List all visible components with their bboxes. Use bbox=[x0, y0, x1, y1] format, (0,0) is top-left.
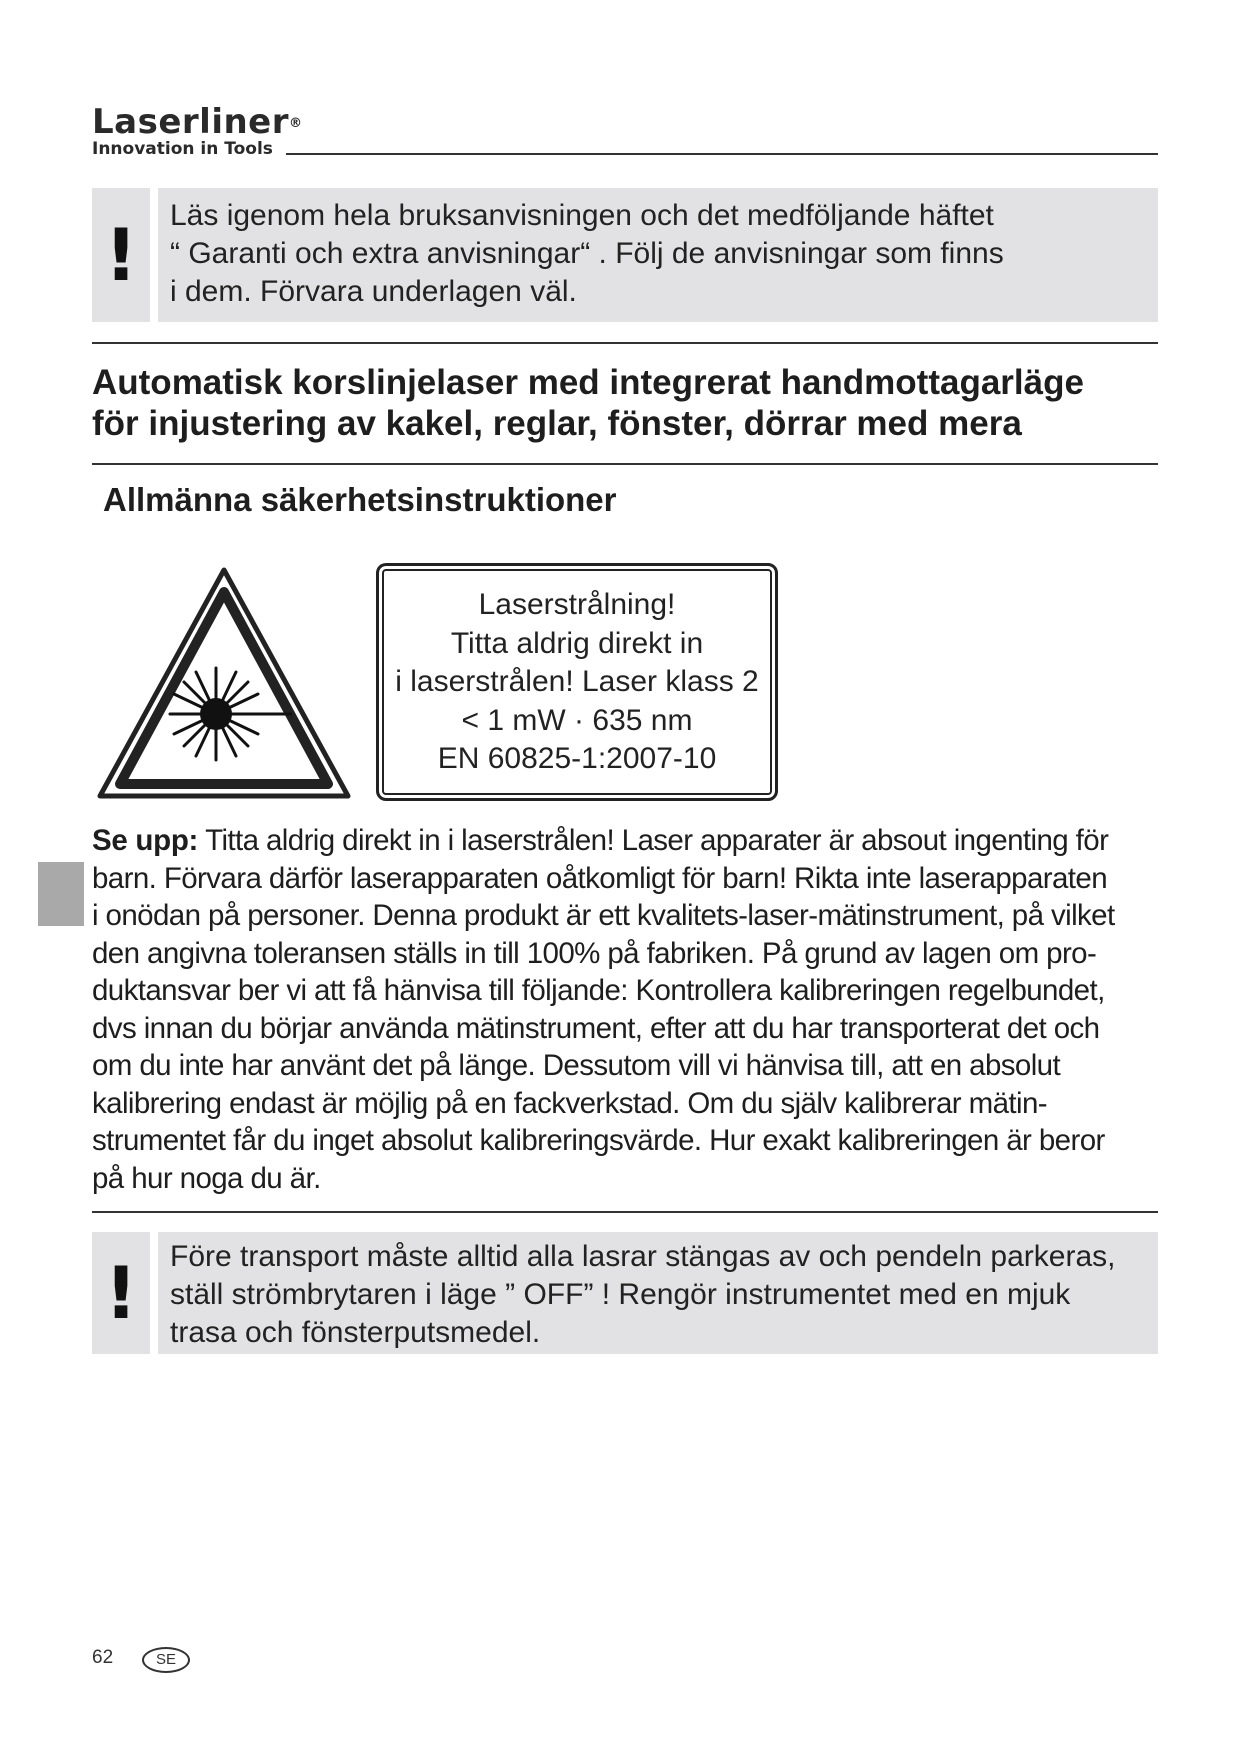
notice-transport bbox=[92, 1232, 1158, 1354]
body-line bbox=[92, 822, 1158, 860]
exclamation-icon: ! bbox=[92, 188, 150, 322]
safety-instructions-text bbox=[92, 822, 1158, 1197]
notice-line: “ Garanti och extra anvisningar“ . Följ de anvisningar som finns bbox=[170, 237, 1004, 270]
notice-line: i dem. Förvara underlagen väl. bbox=[170, 275, 577, 308]
registered-mark: ® bbox=[289, 116, 303, 131]
notice-line: Före transport måste alltid alla lasrar stängas av och pendeln parkeras, bbox=[170, 1240, 1116, 1273]
laser-hazard-triangle-icon bbox=[96, 566, 352, 802]
body-line: strumentet får du inget absolut kalibreringsvärde. Hur exakt kalibreringen är beror bbox=[92, 1124, 1105, 1157]
laser-class-label bbox=[376, 563, 778, 801]
body-line: dvs innan du börjar använda mätinstrument, efter att du har transporterat det och bbox=[92, 1011, 1100, 1045]
label-line: Laserstrålning! bbox=[478, 588, 676, 621]
label-line: < 1 mW · 635 nm bbox=[461, 703, 693, 737]
brand-tagline: Innovation in Tools bbox=[92, 139, 273, 159]
product-title-line: för injustering av kakel, reglar, fönster, dörrar med mera bbox=[92, 404, 1022, 443]
chapter-tab-marker bbox=[38, 862, 84, 926]
body-line-text: Titta aldrig direkt in i laserstrålen! Laser apparater är absout ingenting för bbox=[198, 824, 1109, 857]
notice-text bbox=[158, 1232, 1158, 1354]
body-line: om du inte har använt det på länge. Dessutom vill vi hänvisa till, att en absolut bbox=[92, 1049, 1061, 1082]
notice-read-manual bbox=[92, 188, 1158, 322]
language-badge: SE bbox=[142, 1647, 190, 1673]
section-divider bbox=[92, 463, 1158, 465]
product-title-line: Automatisk korslinjelaser med integrerat handmottagarläge bbox=[92, 363, 1084, 402]
page-number: 62 bbox=[92, 1647, 114, 1668]
notice-text bbox=[158, 188, 1158, 322]
caution-lead: Se upp: bbox=[92, 824, 199, 857]
body-line: kalibrering endast är möjlig på en fackverkstad. Om du själv kalibrerar mätin- bbox=[92, 1086, 1047, 1120]
label-line: i laserstrålen! Laser klass 2 bbox=[395, 665, 759, 698]
section-heading: Allmänna säkerhetsinstruktioner bbox=[103, 481, 617, 518]
notice-line: trasa och fönsterputsmedel. bbox=[170, 1316, 541, 1349]
notice-line: Läs igenom hela bruksanvisningen och det medföljande häftet bbox=[170, 199, 994, 232]
label-line: EN 60825-1:2007-10 bbox=[437, 742, 717, 775]
body-line: den angivna toleransen ställs in till 100% på fabriken. På grund av lagen om pro- bbox=[92, 936, 1097, 970]
label-line: Titta aldrig direkt in bbox=[450, 626, 704, 660]
body-line: i onödan på personer. Denna produkt är ett kvalitets-laser-mätinstrument, på vilket bbox=[92, 899, 1115, 932]
body-line: duktansvar ber vi att få hänvisa till följande: Kontrollera kalibreringen regelbundet, bbox=[92, 974, 1105, 1007]
body-line: på hur noga du är. bbox=[92, 1161, 321, 1195]
brand-name: Laserliner bbox=[92, 102, 290, 142]
brand-logo bbox=[92, 103, 303, 141]
header-divider bbox=[286, 153, 1158, 155]
notice-line: ställ strömbrytaren i läge ” OFF” ! Rengör instrumentet med en mjuk bbox=[170, 1278, 1071, 1311]
product-title bbox=[92, 362, 1158, 444]
body-line: barn. Förvara därför laserapparaten oåtkomligt för barn! Rikta inte laserapparaten bbox=[92, 861, 1108, 895]
exclamation-icon: ! bbox=[92, 1232, 150, 1354]
section-divider bbox=[92, 342, 1158, 344]
section-divider bbox=[92, 1211, 1158, 1213]
